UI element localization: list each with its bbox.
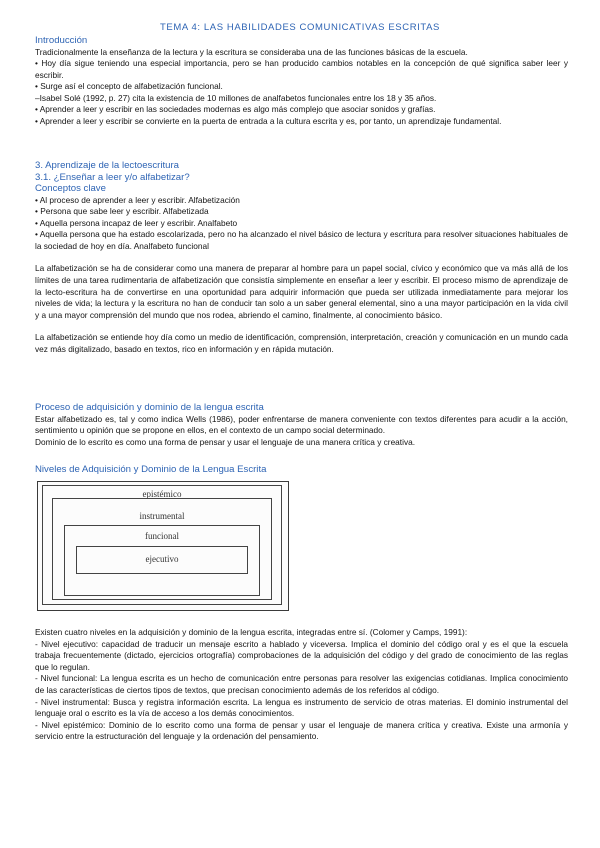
literacy-paragraph-2: La alfabetización se entiende hoy día como un medio de identificación, comprensión, interpretación, creación y comunicación en un mundo cada vez más digitalizado, basado en textos, rico en información y en rápida mutación. [35,332,568,355]
level-label-ejecutivo: ejecutivo [145,554,179,564]
level-item-ejecutivo: - Nivel ejecutivo: capacidad de traducir un mensaje escrito a hablado y viceversa. Implica el dominio del código oral y es el que la escuela trabaja frecuentemente (dictado, ejercicios ortografía) comprobaciones de la adquisición del código y del grado de conocimiento de las reglas que lo regulan. [35,638,568,672]
section-3-1-heading: 3.1. ¿Enseñar a leer y/o alfabetizar? [35,171,190,183]
intro-heading: Introducción [35,35,88,46]
intro-line: • Surge así el concepto de alfabetización funcional. [35,81,223,92]
concept-item: • Aquella persona que ha estado escolarizada, pero no ha alcanzado el nivel básico de lectura y escritura para resolver situaciones habituales de la sociedad de hoy en día. Analfabeto funcional [35,229,568,251]
section-3-heading: 3. Aprendizaje de la lectoescritura [35,160,179,171]
process-line: Estar alfabetizado es, tal y como indica Wells (1986), poder enfrentarse de manera conveniente con textos diferentes para acudir a la acción, sentimiento u opinión que se propone en ellos, en el contexto de un campo social determinado. [35,413,568,436]
page-title: TEMA 4: LAS HABILIDADES COMUNICATIVAS ESCRITAS [160,22,440,33]
concept-item: • Al proceso de aprender a leer y escribir. Alfabetización [35,194,240,205]
levels-diagram [37,481,289,611]
section-3 [35,160,568,356]
intro-line: Tradicionalmente la enseñanza de la lectura y la escritura se consideraba una de las funciones básicas de la escuela. [35,46,468,57]
levels-heading-block [35,464,568,476]
intro-line: • Aprender a leer y escribir en las sociedades modernas es algo más complejo que asociar sonidos y grafías. [35,104,436,115]
concepts-heading: Conceptos clave [35,183,106,194]
intro-line: • Aprender a leer y escribir se convierte en la puerta de entrada a la cultura escrita y es, por tanto, un aprendizaje fundamental. [35,116,502,127]
literacy-paragraph-1: La alfabetización se ha de considerar como una manera de preparar al hombre para un papel social, cívico y económico que va más allá de los límites de una tarea rudimentaria de alfabetización que consistía simplemente en enseñar a leer y escribir. El proceso mismo de aprendizaje de la lecto-escritura ha de convertirse en una oportunidad para adquirir información que pueda ser utilizada inmediatamente para mejorar los niveles de vida; la lectura y la escritura no han de conducir tan solo a un saber general elemental, sino a una mayor participación en la vida civil y a una mayor comprensión del mundo que nos rodea, abriendo el camino, finalmente, al conocimiento básico. [35,263,568,320]
intro-section [35,35,568,128]
process-section [35,402,568,448]
level-item-instrumental: - Nivel instrumental: Busca y registra información escrita. La lengua es instrumento de servicio de otras materias. El dominio instrumental del lenguaje oral o escrito es la vía de acceso a los demás conocimientos. [35,696,568,719]
concept-item: • Aquella persona incapaz de leer y escribir. Analfabeto [35,217,238,228]
level-label-epistemico: epistémico [142,489,182,499]
intro-line: –Isabel Solé (1992, p. 27) cita la existencia de 10 millones de analfabetos funcionales entre los 18 y 35 años. [35,92,437,103]
process-line: Dominio de lo escrito es como una forma de pensar y usar el lenguaje de una manera crítica y creativa. [35,436,416,447]
process-heading: Proceso de adquisición y dominio de la lengua escrita [35,402,264,413]
level-item-funcional: - Nivel funcional: La lengua escrita es un hecho de comunicación entre personas para resolver las exigencias cotidianas. Implica conocimiento de las características de ciertos tipos de textos, que precisan conocimiento además de los referidos al código. [35,673,568,695]
levels-intro: Existen cuatro niveles en la adquisición y dominio de la lengua escrita, integradas entre sí. (Colomer y Camps, 1991): [35,627,468,637]
level-box-ejecutivo [76,546,248,574]
level-label-instrumental: instrumental [139,511,185,521]
intro-line: • Hoy día sigue teniendo una especial importancia, pero se han producido cambios notables en la concepción de qué significa saber leer y escribir. [35,58,568,80]
concept-item: • Persona que sabe leer y escribir. Alfabetizada [35,206,209,217]
level-label-funcional: funcional [145,531,179,541]
levels-heading: Niveles de Adquisición y Dominio de la Lengua Escrita [35,464,267,475]
level-item-epistemico: - Nivel epistémico: Dominio de lo escrito como una forma de pensar y usar el lenguaje de manera crítica y creativa. Existe una armonía y servicio entre la estructuración del lenguaje y la ordenación del pensamiento. [35,719,568,742]
levels-description [35,627,568,743]
